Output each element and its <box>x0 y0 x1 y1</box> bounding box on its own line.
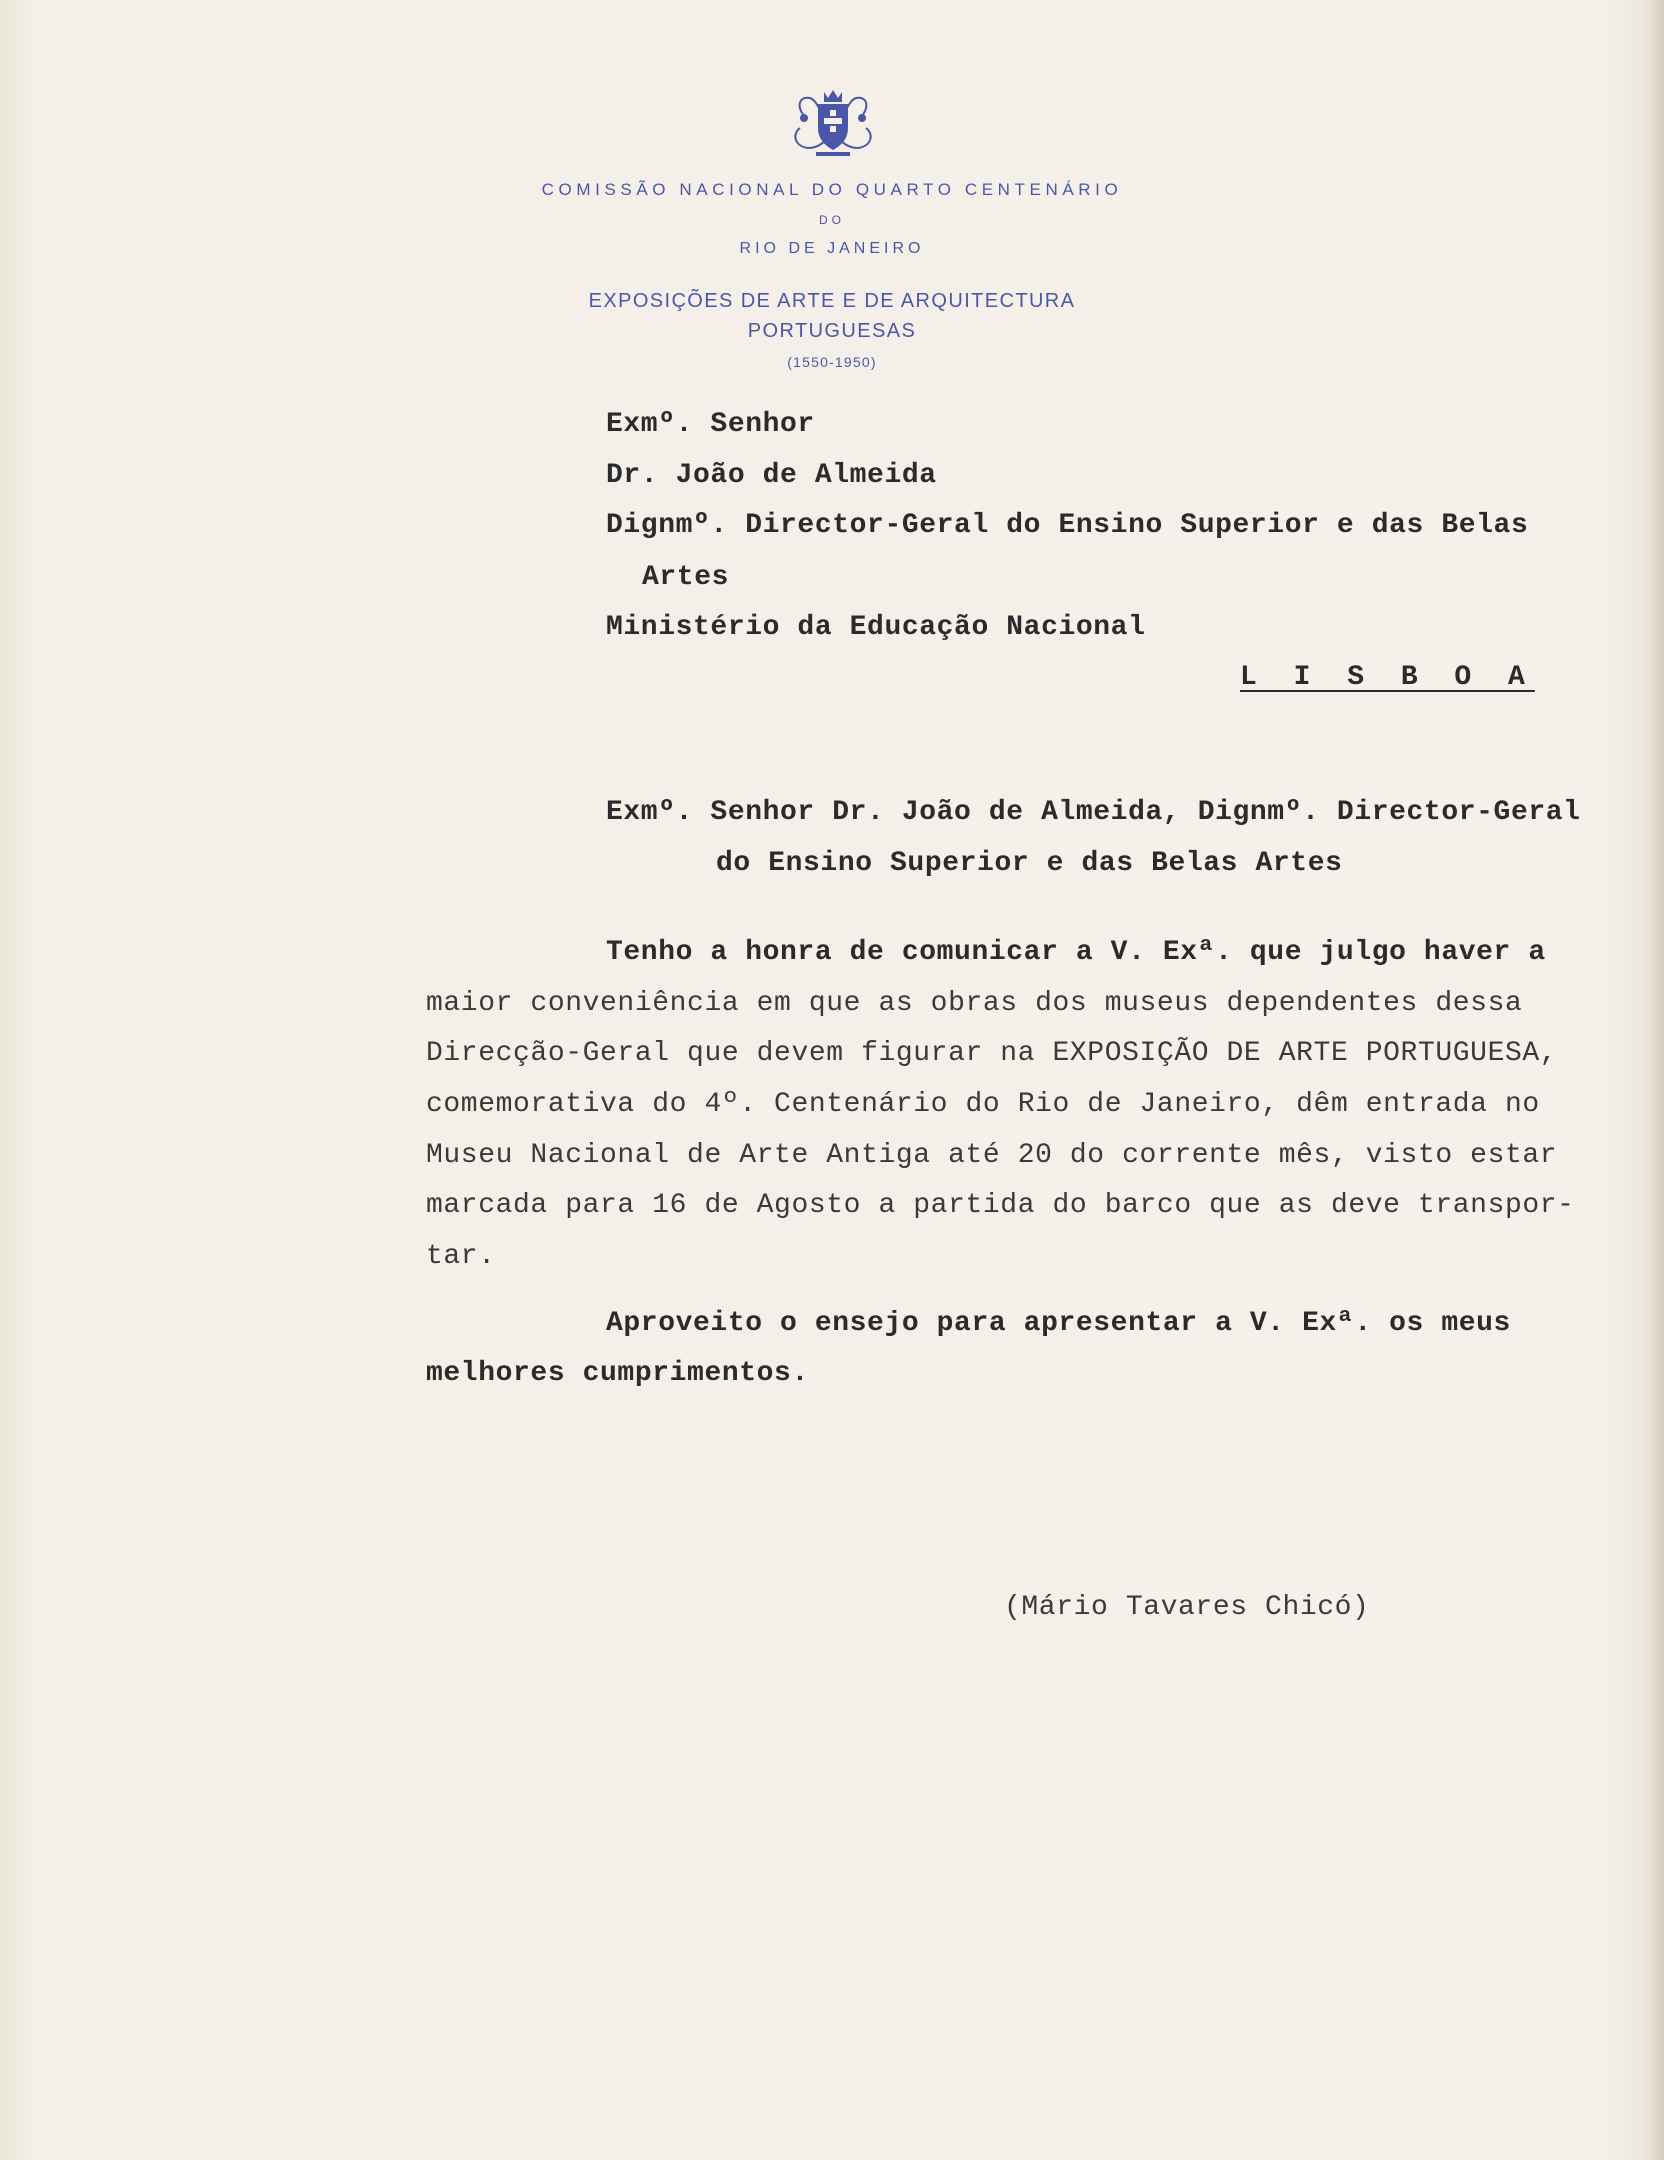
body-p1-line-6: marcada para 16 de Agosto a partida do barco que as deve transpor- <box>426 1190 1575 1221</box>
address-city: L I S B O A <box>1240 662 1535 693</box>
body-p1-line-7: tar. <box>426 1241 496 1272</box>
salutation-line-1: Exmº. Senhor Dr. João de Almeida, Dignmº. Director-Geral <box>606 797 1581 828</box>
address-line-5: Ministério da Educação Nacional <box>606 612 1146 643</box>
letterhead-years: (1550-1950) <box>787 354 877 370</box>
address-line-1: Exmº. Senhor <box>606 409 815 440</box>
coat-of-arms-icon <box>786 88 880 162</box>
address-line-4: Artes <box>642 562 730 593</box>
address-line-2: Dr. João de Almeida <box>606 460 937 491</box>
letterhead-portuguesas: PORTUGUESAS <box>747 320 917 342</box>
salutation-line-2: do Ensino Superior e das Belas Artes <box>716 848 1343 879</box>
body-p1-line-5: Museu Nacional de Arte Antiga até 20 do corrente mês, visto estar <box>426 1140 1558 1171</box>
address-line-3: Dignmº. Director-Geral do Ensino Superior e das Belas <box>606 510 1529 541</box>
letterhead-do: DO <box>819 213 845 227</box>
signature: (Mário Tavares Chicó) <box>1004 1592 1370 1623</box>
letterhead-commission: COMISSÃO NACIONAL DO QUARTO CENTENÁRIO <box>541 180 1123 199</box>
body-p2-line-2: melhores cumprimentos. <box>426 1358 809 1389</box>
body-p1-line-2: maior conveniência em que as obras dos museus dependentes dessa <box>426 988 1523 1019</box>
body-p1-line-1: Tenho a honra de comunicar a V. Exª. que julgo haver a <box>606 937 1546 968</box>
letterhead-city: RIO DE JANEIRO <box>739 240 925 257</box>
body-p1-line-3: Direcção-Geral que devem figurar na EXPOSIÇÃO DE ARTE PORTUGUESA, <box>426 1038 1558 1069</box>
body-p2-line-1: Aproveito o ensejo para apresentar a V. Exª. os meus <box>606 1308 1511 1339</box>
letterhead-exhibition: EXPOSIÇÕES DE ARTE E DE ARQUITECTURA <box>588 290 1076 312</box>
body-p1-line-4: comemorativa do 4º. Centenário do Rio de Janeiro, dêm entrada no <box>426 1089 1540 1120</box>
